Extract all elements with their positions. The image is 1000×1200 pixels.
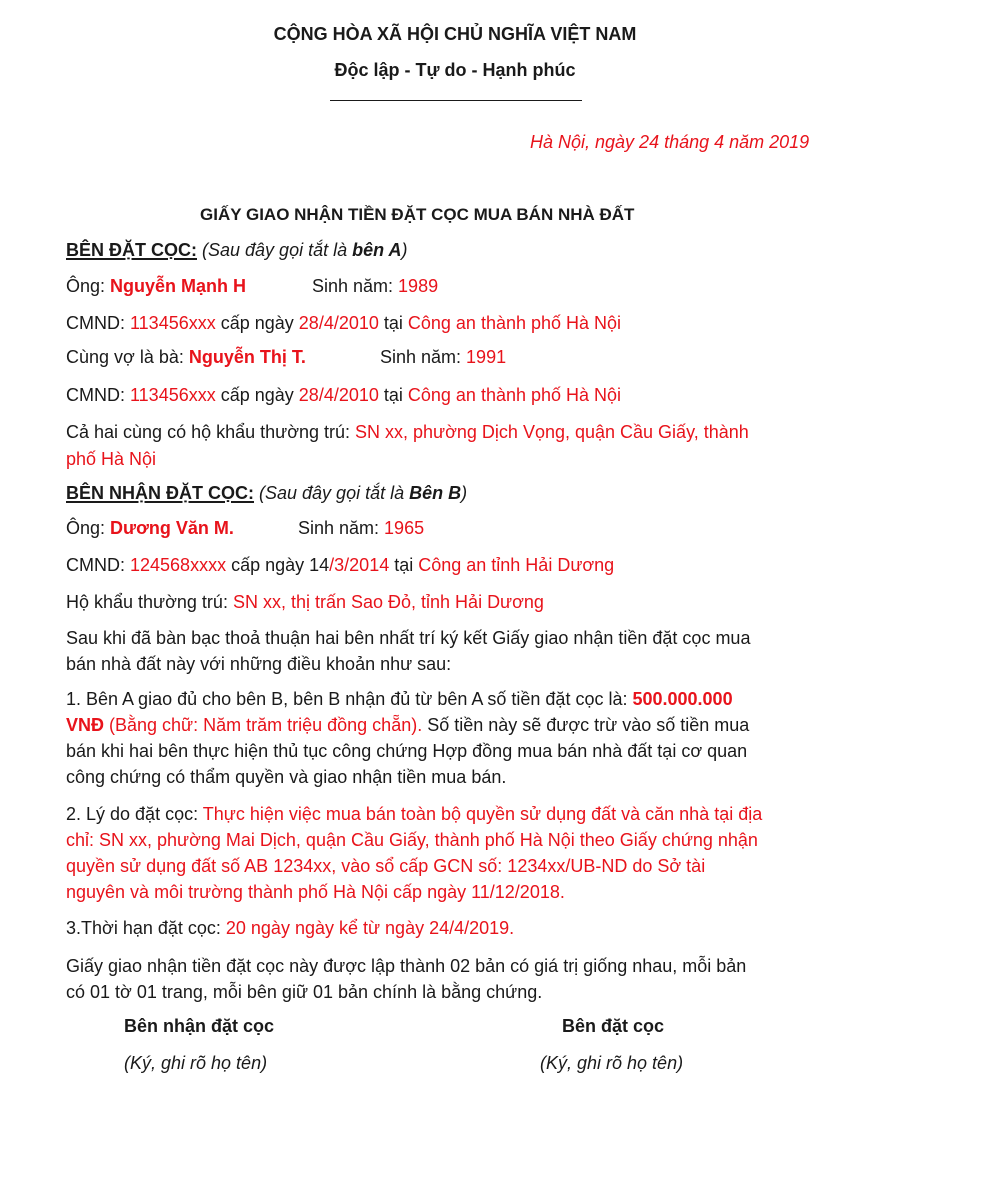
party-b-id-line (66, 553, 614, 577)
party-b-alias-prefix: (Sau đây gọi tắt là (259, 483, 410, 503)
wife-id-line (66, 383, 621, 407)
issued-label: cấp ngày (215, 385, 299, 405)
party-b-birth-year: 1965 (384, 518, 425, 538)
wife-id-place: Công an thành phố Hà Nội (407, 385, 622, 405)
wife-birth-year: 1991 (466, 347, 507, 367)
party-b-name-line (66, 516, 234, 540)
signature-right-note: (Ký, ghi rõ họ tên) (540, 1053, 684, 1073)
husband-birth-year: 1989 (398, 276, 439, 296)
id-label: CMND: (66, 385, 130, 405)
nation-heading: CỘNG HÒA XÃ HỘI CHỦ NGHĨA VIỆT NAM (273, 24, 637, 44)
clause-2-line-1 (66, 802, 762, 826)
clause-2-line-4: nguyên và môi trường thành phố Hà Nội cấp ngày 11/12/2018. (66, 882, 565, 902)
party-a-residence-cont: phố Hà Nội (66, 449, 157, 469)
party-b-alias-suffix: ) (461, 483, 468, 503)
intro-line-2: bán nhà đất này với những điều khoản như sau: (66, 654, 452, 674)
party-b-alias-name: Bên B (409, 483, 462, 503)
motto: Độc lập - Tự do - Hạnh phúc (334, 60, 576, 80)
wife-line (66, 345, 306, 369)
clause-2-reason: Thực hiện việc mua bán toàn bộ quyền sử dụng đất và căn nhà tại địa (202, 804, 763, 824)
at-label: tại (378, 385, 408, 405)
party-a-alias-suffix: ) (401, 240, 408, 260)
issued-label: cấp ngày (215, 313, 299, 333)
wife-label: Cùng vợ là bà: (66, 347, 189, 367)
deposit-amount: 500.000.000 (632, 689, 733, 709)
birth-label: Sinh năm: (380, 347, 467, 367)
signature-left-title: Bên nhận đặt cọc (124, 1016, 275, 1036)
husband-name: Nguyễn Mạnh H (110, 276, 247, 296)
residence-label: Hộ khẩu thường trú: (66, 592, 233, 612)
party-a-residence: SN xx, phường Dịch Vọng, quận Cầu Giấy, thành (355, 422, 749, 442)
husband-label: Ông: (66, 276, 111, 296)
husband-id-place: Công an thành phố Hà Nội (407, 313, 622, 333)
deposit-amount-words: (Bằng chữ: Năm trăm triệu đồng chẵn). (104, 715, 423, 735)
header-divider (330, 100, 582, 101)
party-a-alias-prefix: (Sau đây gọi tắt là (202, 240, 353, 260)
party-b-id-place: Công an tỉnh Hải Dương (418, 555, 615, 575)
party-b-name: Dương Văn M. (110, 518, 234, 538)
wife-id-date: 28/4/2010 (298, 385, 379, 405)
place-date: Hà Nội, ngày 24 tháng 4 năm 2019 (530, 132, 810, 152)
clause-2-line-3: quyền sử dụng đất số AB 1234xx, vào sổ cấp GCN số: 1234xx/UB-ND do Sở tài (66, 856, 706, 876)
clause-1-line-4: công chứng có thẩm quyền và giao nhận tiền mua bán. (66, 767, 507, 787)
clause-1-line-3: bán khi hai bên thực hiện thủ tục công chứng Hợp đồng mua bán nhà đất tại cơ quan (66, 741, 748, 761)
at-label: tại (378, 313, 408, 333)
document-title: GIẤY GIAO NHẬN TIỀN ĐẶT CỌC MUA BÁN NHÀ ĐẤT (200, 205, 635, 224)
clause-1-text: 1. Bên A giao đủ cho bên B, bên B nhận đủ từ bên A số tiền đặt cọc là: (66, 689, 633, 709)
closing-line-1: Giấy giao nhận tiền đặt cọc này được lập thành 02 bản có giá trị giống nhau, mỗi bản (66, 956, 747, 976)
clause-1-line-2 (66, 713, 749, 737)
husband-id-number: 113456xxx (130, 313, 216, 333)
closing-line-2: có 01 tờ 01 trang, mỗi bên giữ 01 bản chính là bằng chứng. (66, 982, 543, 1002)
clause-2-line-2: chỉ: SN xx, phường Mai Dịch, quận Cầu Giấy, thành phố Hà Nội theo Giấy chứng nhận (66, 830, 758, 850)
clause-1-text-cont: Số tiền này sẽ được trừ vào số tiền mua (422, 715, 750, 735)
party-b-heading-line (66, 481, 467, 505)
name-label: Ông: (66, 518, 111, 538)
husband-birth-line (312, 274, 438, 298)
signature-left-note: (Ký, ghi rõ họ tên) (124, 1053, 268, 1073)
party-a-alias-name: bên A (352, 240, 402, 260)
id-label: CMND: (66, 555, 130, 575)
birth-label: Sinh năm: (298, 518, 385, 538)
party-b-residence-line (66, 590, 544, 614)
party-a-husband-line (66, 274, 246, 298)
deposit-term: 20 ngày ngày kể từ ngày 24/4/2019. (225, 918, 515, 938)
wife-id-number: 113456xxx (130, 385, 216, 405)
signature-right-title: Bên đặt cọc (562, 1016, 665, 1036)
birth-label: Sinh năm: (312, 276, 399, 296)
issued-label: cấp ngày 14 (226, 555, 330, 575)
husband-id-date: 28/4/2010 (298, 313, 379, 333)
party-b-heading: BÊN NHẬN ĐẶT CỌC: (66, 483, 254, 503)
party-b-id-number: 124568xxxx (130, 555, 227, 575)
husband-id-line (66, 311, 621, 335)
clause-2-label: 2. Lý do đặt cọc: (66, 804, 203, 824)
clause-3-line (66, 916, 514, 940)
party-a-heading: BÊN ĐẶT CỌC: (66, 240, 197, 260)
wife-name: Nguyễn Thị T. (188, 347, 306, 367)
party-a-residence-line (66, 420, 749, 444)
party-b-id-date: /3/2014 (329, 555, 390, 575)
residence-label: Cả hai cùng có hộ khẩu thường trú: (66, 422, 356, 442)
deposit-currency: VNĐ (66, 715, 105, 735)
clause-3-label: 3.Thời hạn đặt cọc: (66, 918, 226, 938)
intro-line-1: Sau khi đã bàn bạc thoả thuận hai bên nhất trí ký kết Giấy giao nhận tiền đặt cọc mua (66, 628, 751, 648)
party-b-residence: SN xx, thị trấn Sao Đỏ, tỉnh Hải Dương (232, 592, 544, 612)
party-b-birth-line (298, 516, 424, 540)
id-label: CMND: (66, 313, 130, 333)
clause-1-line-1 (66, 687, 733, 711)
wife-birth-line (380, 345, 506, 369)
at-label: tại (389, 555, 419, 575)
party-a-heading-line (66, 238, 407, 262)
